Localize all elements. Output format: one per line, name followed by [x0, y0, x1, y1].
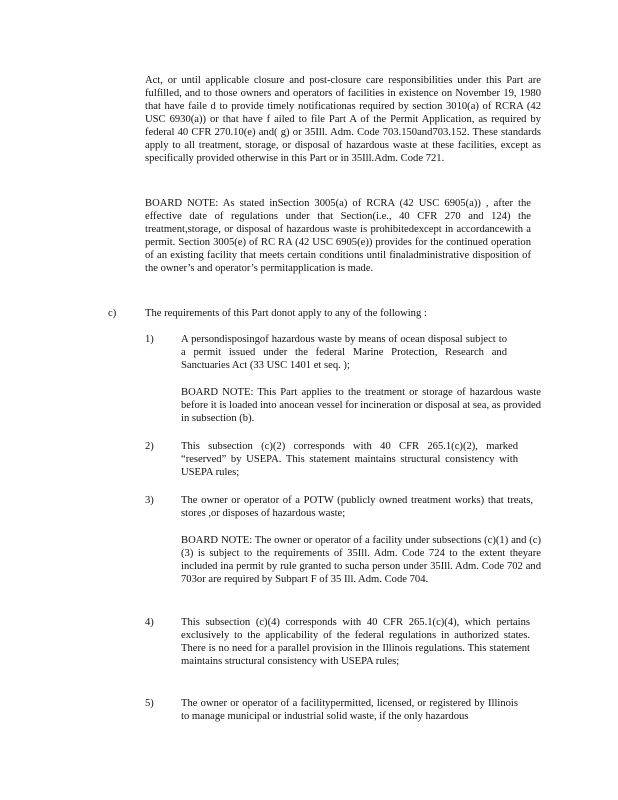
intro-paragraph: Act, or until applicable closure and post-closure care responsibilities under this Part are fulfilled, and to those owners and operators of facilities in existence on November 19, 1980 that have faile d to provide timely notificationas required by section 3010(a) of RCRA (42 USC 6930(a)) or that have f ailed to file Part A of the Permit Application, as required by federal 40 CFR 270.10(e) and( g) or 35Ill. Adm. Code 703.150and703.152. These standards apply to all treatment, storage, or disposal of hazardous waste at these facilities, except as specifically provided otherwise in this Part or in 35Ill.Adm. Code 721.: [145, 75, 541, 164]
subsection-c-label: c): [108, 308, 117, 319]
item-3-label: 3): [145, 495, 154, 506]
subsection-c-text: The requirements of this Part donot apply to any of the following :: [145, 308, 427, 319]
item-3-board-note: BOARD NOTE: The owner or operator of a facility under subsections (c)(1) and (c)(3) is subject to the requirements of 35Ill. Adm. Code 724 to the extent theyare included ina permit by rule granted to sucha person under 35Ill. Adm. Code 702 and 703or are required by Subpart F of 35 Ill. Adm. Code 704.: [181, 535, 541, 585]
item-4-label: 4): [145, 617, 154, 628]
item-1-text: A persondisposingof hazardous waste by means of ocean disposal subject to a permit issued under the federal Marine Protection, Research and Sanctuaries Act (33 USC 1401 et seq. );: [181, 334, 507, 371]
item-2-label: 2): [145, 441, 154, 452]
item-4-text: This subsection (c)(4) corresponds with 40 CFR 265.1(c)(4), which pertains exclusively to the applicability of the federal regulations in authorized states. There is no need for a parallel provision in the Illinois regulations. This statement maintains structural consistency with USEPA rules;: [181, 617, 530, 667]
item-5-label: 5): [145, 698, 154, 709]
board-note-paragraph: BOARD NOTE: As stated inSection 3005(a) of RCRA (42 USC 6905(a)) , after the effective date of regulations under that Section(i.e., 40 CFR 270 and 124) the treatment,storage, or disposal of hazardous waste is prohibitedexcept in accordancewith a permit. Section 3005(e) of RC RA (42 USC 6905(e)) provides for the continued operation of an existing facility that meets certain conditions until finaladministrative disposition of the owner’s and operator’s permitapplication is made.: [145, 198, 531, 274]
item-2-text: This subsection (c)(2) corresponds with 40 CFR 265.1(c)(2), marked “reserved” by USEPA. This statement maintains structural consistency with USEPA rules;: [181, 441, 518, 478]
item-1-label: 1): [145, 334, 154, 345]
item-1-board-note: BOARD NOTE: This Part applies to the treatment or storage of hazardous waste before it is loaded into anocean vessel for incineration or disposal at sea, as provided in subsection (b).: [181, 387, 541, 424]
item-3-text: The owner or operator of a POTW (publicly owned treatment works) that treats, stores ,or disposes of hazardous waste;: [181, 495, 533, 519]
item-5-text: The owner or operator of a facilitypermitted, licensed, or registered by Illinois to manage municipal or industrial solid waste, if the only hazardous: [181, 698, 518, 722]
